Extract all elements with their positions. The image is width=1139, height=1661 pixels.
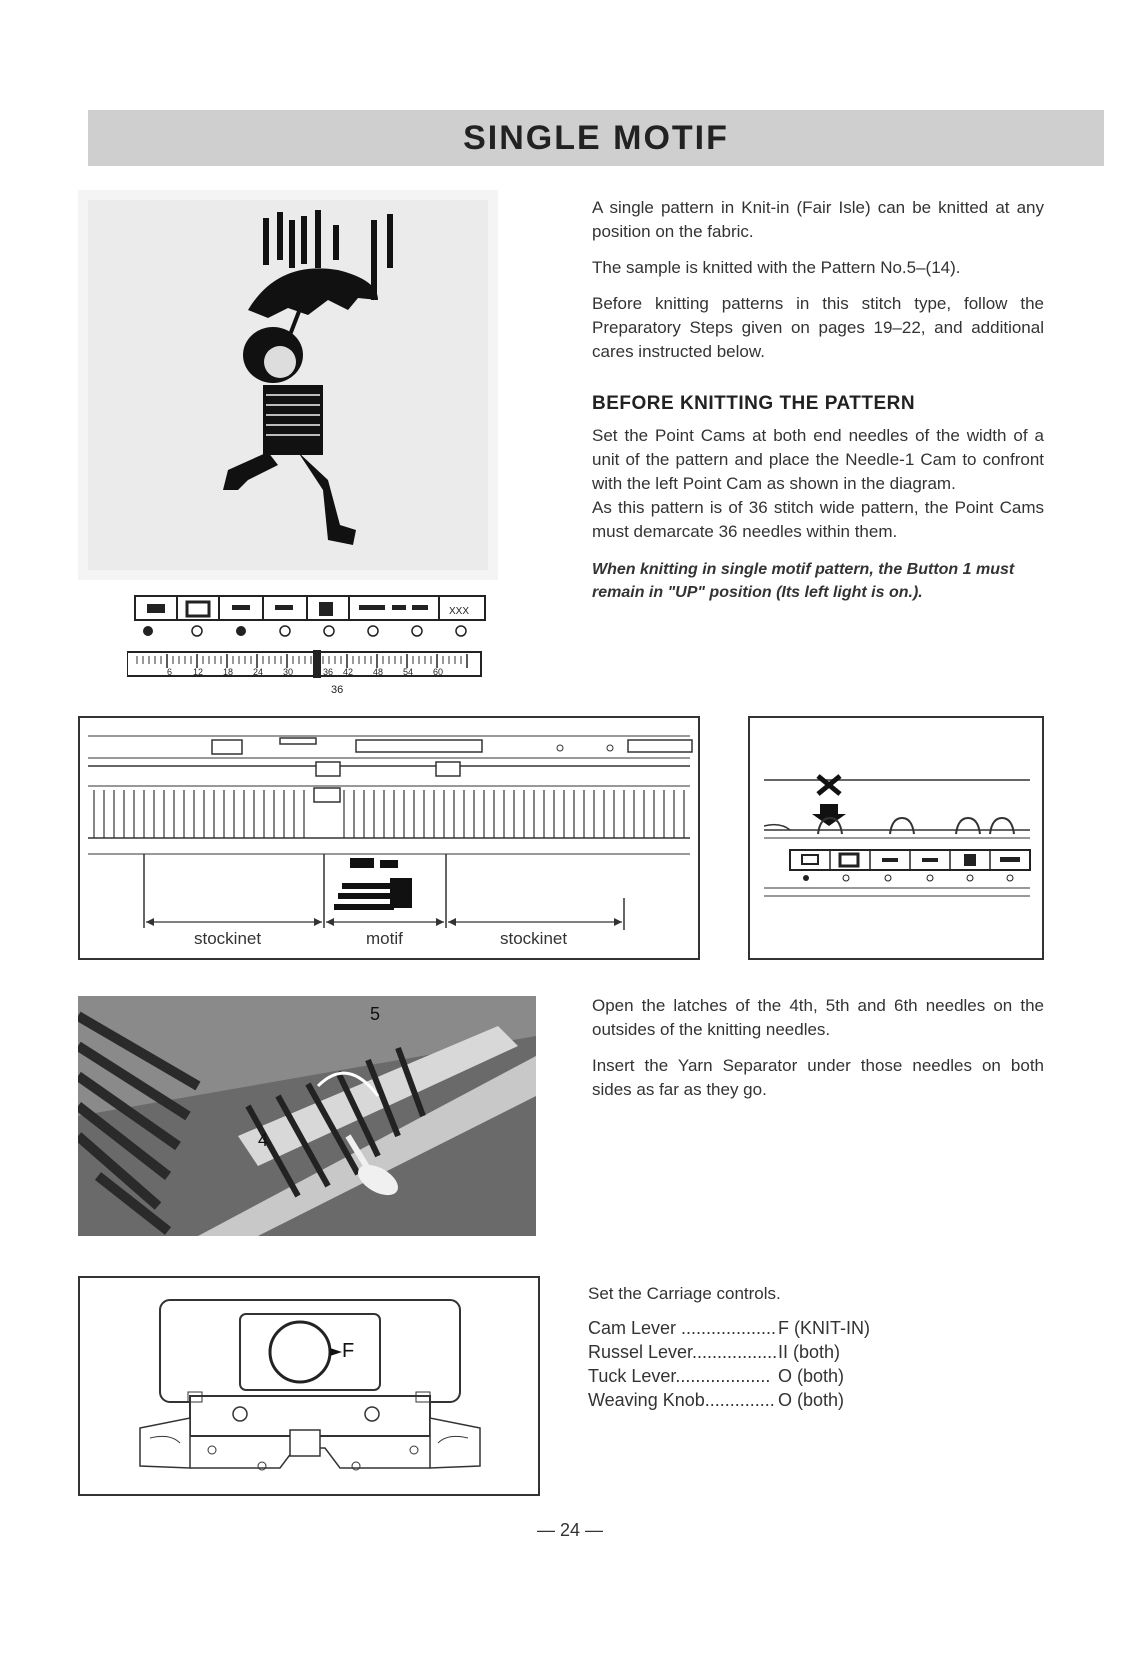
carriage-diagram bbox=[78, 1276, 540, 1496]
carriage-intro: Set the Carriage controls. bbox=[588, 1284, 781, 1303]
latch-paragraph-1: Open the latches of the 4th, 5th and 6th needles on the outsides of the knitting needles. bbox=[592, 996, 1044, 1039]
ruler-tick: 18 bbox=[223, 667, 234, 677]
photo-number-4: 4 bbox=[258, 1130, 269, 1150]
control-russel-lever: Russel Lever................. II (both) bbox=[588, 1342, 841, 1362]
intro-text bbox=[592, 196, 1044, 376]
label-motif: motif bbox=[366, 929, 403, 948]
control-weaving-knob: Weaving Knob.............. O (both) bbox=[588, 1390, 845, 1410]
before-text-1: Set the Point Cams at both end needles of the width of a unit of the pattern and place the Needle-1 Cam to confront with the left Point Cam as shown in the diagram. bbox=[592, 426, 1044, 493]
ruler-marker-label: 36 bbox=[331, 684, 344, 696]
intro-paragraph-1: A single pattern in Knit-in (Fair Isle) can be knitted at any position on the fabric. bbox=[592, 198, 1044, 241]
ruler-tick: 24 bbox=[253, 667, 264, 677]
label-stockinet-right: stockinet bbox=[500, 929, 568, 948]
carriage-controls bbox=[588, 1282, 1040, 1412]
intro-paragraph-3: Before knitting patterns in this stitch type, follow the Preparatory Steps given on pages 19–22, and additional cares instructed below. bbox=[592, 294, 1044, 361]
page-title: SINGLE MOTIF bbox=[463, 118, 729, 157]
needle-bed-diagram bbox=[78, 716, 700, 960]
label-stockinet-left: stockinet bbox=[194, 929, 262, 948]
ruler-tick: 6 bbox=[167, 667, 173, 677]
ruler-tick: 60 bbox=[433, 667, 444, 677]
control-tuck-lever: Tuck Lever................... O (both) bbox=[588, 1366, 845, 1386]
svg-text:XXX: XXX bbox=[449, 606, 470, 617]
ruler-tick: 36 bbox=[323, 667, 334, 677]
ruler-tick: 54 bbox=[403, 667, 414, 677]
cam-dial-letter: F bbox=[342, 1340, 355, 1362]
title-band bbox=[88, 110, 1104, 166]
page-number: — 24 — bbox=[536, 1520, 604, 1540]
yarn-separator-photo bbox=[78, 996, 536, 1236]
ruler-tick-labels bbox=[127, 667, 489, 681]
before-text-2: As this pattern is of 36 stitch wide pattern, the Point Cams must demarcate 36 needles within them. bbox=[592, 498, 1044, 541]
ruler-tick: 12 bbox=[193, 667, 204, 677]
ruler-tick: 48 bbox=[373, 667, 384, 677]
before-heading: BEFORE KNITTING THE PATTERN bbox=[592, 393, 916, 414]
ruler-tick: 30 bbox=[283, 667, 294, 677]
photo-number-5: 5 bbox=[370, 1004, 381, 1024]
ruler-tick: 42 bbox=[343, 667, 354, 677]
control-cam-lever: Cam Lever ................... F (KNIT-IN) bbox=[588, 1318, 870, 1338]
button-note: When knitting in single motif pattern, the Button 1 must remain in "UP" position (Its left light is on.). bbox=[592, 561, 1015, 601]
point-cam-diagram bbox=[748, 716, 1044, 960]
intro-paragraph-2: The sample is knitted with the Pattern No.5–(14). bbox=[592, 258, 961, 277]
latch-paragraph-2: Insert the Yarn Separator under those needles on both sides as far as they go. bbox=[592, 1056, 1044, 1099]
knitted-sample-image bbox=[78, 190, 498, 580]
before-section bbox=[592, 392, 1044, 620]
latch-text bbox=[592, 994, 1044, 1114]
